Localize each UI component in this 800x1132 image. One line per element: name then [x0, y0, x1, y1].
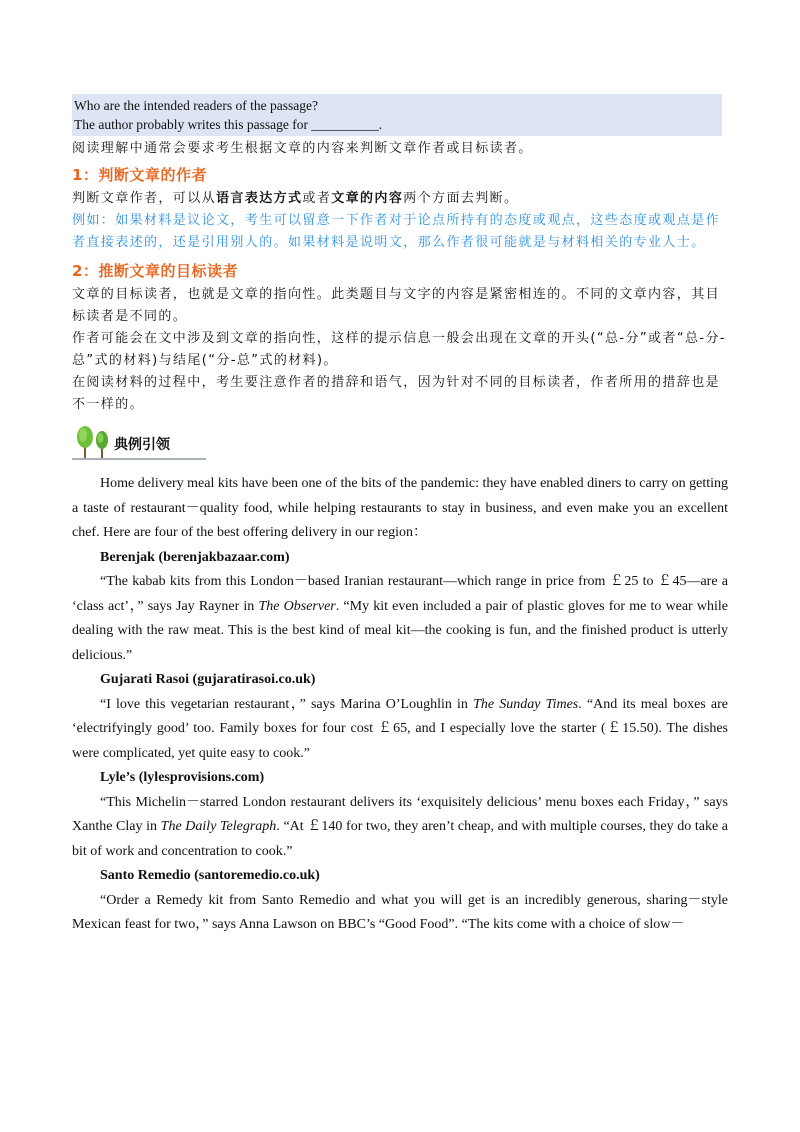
- article-item-title: Lyle’s (lylesprovisions.com): [100, 770, 265, 785]
- quote-text: “This Michelin－starred London restaurant delivers its ‘exquisitely delicious’ menu boxes each Friday，” says Xanthe Clay in: [72, 794, 728, 834]
- section1-bold-b: 文章的内容: [331, 191, 404, 206]
- section1-example: 例如：如果材料是议论文，考生可以留意一下作者对于论点所持有的态度或观点，这些态度或观点是作者直接表述的，还是引用别人的。如果材料是说明文，那么作者很可能就是与材料相关的专业人士。: [72, 213, 721, 250]
- section2-heading: 2：推断文章的目标读者: [72, 262, 238, 280]
- question-line-1: Who are the intended readers of the passage?: [74, 98, 319, 113]
- article-intro: Home delivery meal kits have been one of the bits of the pandemic: they have enabled diners to carry on getting a taste of restaurant－quality food, while helping restaurants to stay in business, and even make you an excellent chef. Here are four of the best offering delivery in our region：: [72, 476, 728, 540]
- section1-heading: 1：判断文章的作者: [72, 166, 207, 184]
- quote-text: “I love this vegetarian restaurant，” says Marina O’Loughlin in: [100, 696, 474, 712]
- section1-paragraph: [72, 188, 728, 210]
- question-box: [72, 94, 722, 136]
- banner-underline: [72, 458, 206, 460]
- intro-text: 阅读理解中通常会要求考生根据文章的内容来判断文章作者或目标读者。: [72, 141, 533, 156]
- quote-text: . “At ￡140 for two, they aren’t cheap, and with multiple courses, they do take a bit of work and concentration to cook.”: [72, 819, 729, 859]
- article-item-title: Gujarati Rasoi (gujaratirasoi.co.uk): [100, 672, 316, 687]
- section2-paragraph-3: 在阅读材料的过程中，考生要注意作者的措辞和语气，因为针对不同的目标读者，作者所用的措辞也是不一样的。: [72, 375, 721, 412]
- section2-paragraph-2: 作者可能会在文中涉及到文章的指向性，这样的提示信息一般会出现在文章的开头(“总-分”或者“总-分-总”式的材料)与结尾(“分-总”式的材料)。: [72, 331, 726, 368]
- banner-label: 典例引领: [114, 437, 170, 453]
- section1-text-a: 判断文章作者，可以从: [72, 191, 217, 206]
- document-page: [72, 94, 728, 938]
- section1-text-b: 或者: [302, 191, 332, 206]
- article-item-title: Santo Remedio (santoremedio.co.uk): [100, 868, 320, 883]
- article-item-quote: [72, 791, 728, 865]
- article: [72, 472, 728, 938]
- section2-paragraph-1: 文章的目标读者，也就是文章的指向性。此类题目与文字的内容是紧密相连的。不同的文章内容，其目标读者是不同的。: [72, 287, 721, 324]
- quote-text: “The kabab kits from this London－based Iranian restaurant—which range in price from ￡25 to ￡45—are a ‘class act’，” says Jay Rayner in: [72, 574, 728, 614]
- quote-text: “Order a Remedy kit from Santo Remedio and what you will get is an incredibly generous, sharing－style Mexican feast for two，” says Anna Lawson on BBC’s “Good Food”. “The kits come with a choice of slow－: [72, 892, 728, 932]
- quote-source: The Sunday Times: [473, 696, 579, 712]
- example-banner: [72, 426, 212, 460]
- quote-source: The Observer: [258, 598, 336, 614]
- article-item-quote: [72, 889, 728, 938]
- quote-source: The Daily Telegraph: [160, 819, 277, 834]
- quote-text: . “And its meal boxes are ‘electrifyingly good’ too. Family boxes for four cost ￡65, and I especially love the starter (￡15.50). The dishes were complicated, yet quite easy to cook.”: [72, 696, 728, 761]
- article-item-title: Berenjak (berenjakbazaar.com): [100, 549, 290, 565]
- section1-text-c: 两个方面去判断。: [403, 191, 519, 206]
- article-item-quote: [72, 693, 728, 767]
- article-item-quote: [72, 570, 728, 668]
- section1-bold-a: 语言表达方式: [216, 191, 303, 206]
- tree-icon: [74, 426, 114, 458]
- question-line-2: The author probably writes this passage for __________.: [74, 117, 383, 132]
- quote-text: . “My kit even included a pair of plastic gloves for me to wear while dealing with the raw meat. This is the best kind of meal kit—the cooking is fun, and the finished product is utterly delicious.”: [72, 598, 728, 663]
